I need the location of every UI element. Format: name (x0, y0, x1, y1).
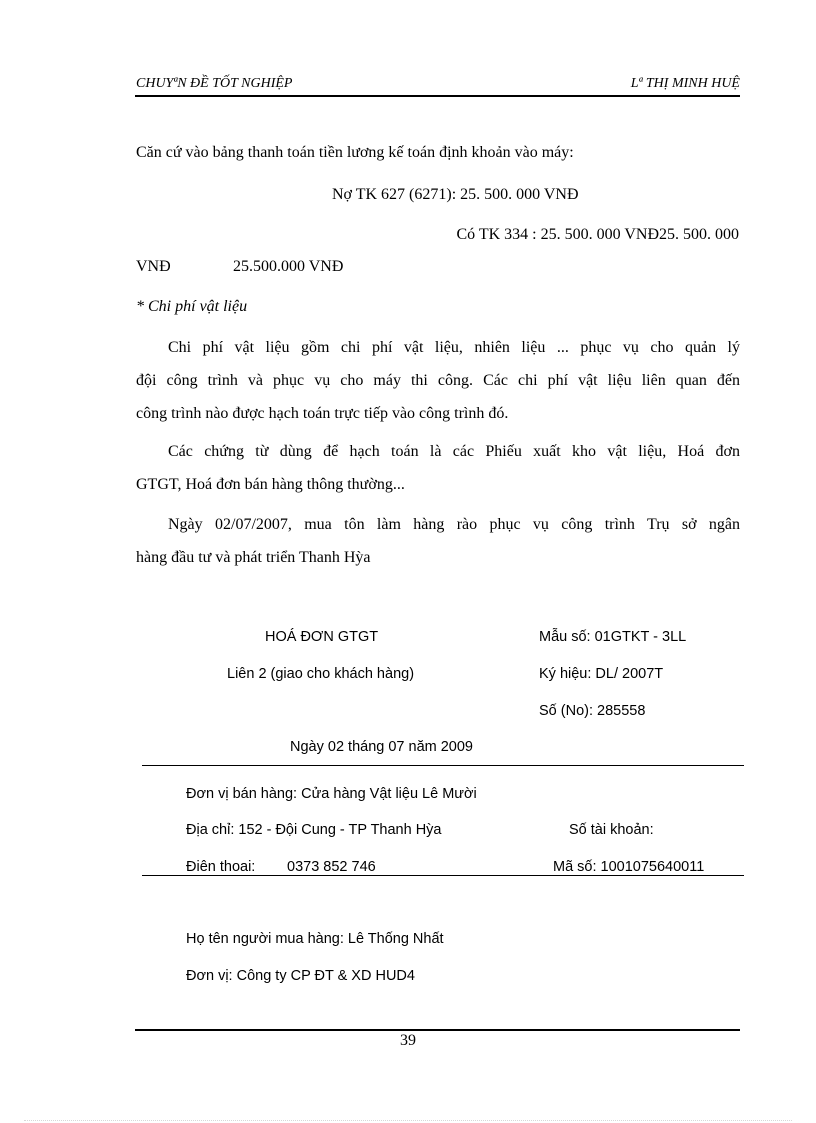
invoice-form-number: Mẫu số: 01GTKT - 3LL (539, 629, 687, 645)
para1-line-1: Chi phí vật liệu gồm chi phí vật liệu, nhiên liệu ... phục vụ cho quản lý (168, 339, 740, 356)
invoice-symbol: Ký hiệu: DL/ 2007T (539, 666, 664, 682)
header-rule (135, 95, 740, 97)
buyer-name: Họ tên người mua hàng: Lê Thống Nhất (186, 931, 444, 947)
seller-address: Địa chỉ: 152 - Đội Cung - TP Thanh Hỳa (186, 822, 442, 838)
debit-entry: Nợ TK 627 (6271): 25. 500. 000 VNĐ (332, 186, 579, 203)
header-title: CHUYªN ĐỀ TỐT NGHIỆP (136, 76, 293, 91)
invoice-date-rule (142, 765, 744, 766)
section-title: * Chi phí vật liệu (136, 298, 248, 315)
para3-line-2: hàng đầu tư và phát triển Thanh Hỳa (136, 549, 371, 566)
invoice-title: HOÁ ĐƠN GTGT (265, 629, 379, 645)
para2-line-2: GTGT, Hoá đơn bán hàng thông thường... (136, 476, 405, 493)
para3-line-1: Ngày 02/07/2007, mua tôn làm hàng rào phục vụ công trình Trụ sở ngân (168, 516, 740, 533)
credit-entry-cont-2: 25.500.000 VNĐ (233, 258, 344, 275)
credit-entry-cont-1: VNĐ (136, 258, 171, 275)
seller-phone-label: Điên thoai: (186, 859, 256, 875)
credit-entry: Có TK 334 : 25. 500. 000 VNĐ25. 500. 000 (456, 226, 739, 243)
seller-section-rule (142, 875, 744, 876)
invoice-number: Số (No): 285558 (539, 703, 646, 719)
para1-line-2: đội công trình và phục vụ cho máy thi công. Các chi phí vật liệu liên quan đến (136, 372, 740, 389)
footer-rule (135, 1029, 740, 1031)
header-author: Lª THỊ MINH HUỆ (630, 76, 740, 91)
intro-line: Căn cứ vào bảng thanh toán tiền lương kế toán định khoản vào máy: (136, 144, 574, 161)
seller-name: Đơn vị bán hàng: Cửa hàng Vật liệu Lê Mười (186, 786, 477, 802)
page-number: 39 (400, 1032, 416, 1049)
seller-phone: 0373 852 746 (287, 859, 376, 875)
invoice-date: Ngày 02 tháng 07 năm 2009 (290, 739, 473, 755)
para1-line-3: công trình nào được hạch toán trực tiếp vào công trình đó. (136, 405, 509, 422)
para2-line-1: Các chứng từ dùng để hạch toán là các Phiếu xuất kho vật liệu, Hoá đơn (168, 443, 740, 460)
seller-tax-code: Mã số: 1001075640011 (553, 859, 705, 875)
buyer-unit: Đơn vị: Công ty CP ĐT & XD HUD4 (186, 968, 415, 984)
seller-account: Số tài khoản: (569, 822, 654, 838)
invoice-copy-note: Liên 2 (giao cho khách hàng) (227, 666, 415, 682)
page-edge-divider (24, 1120, 792, 1121)
